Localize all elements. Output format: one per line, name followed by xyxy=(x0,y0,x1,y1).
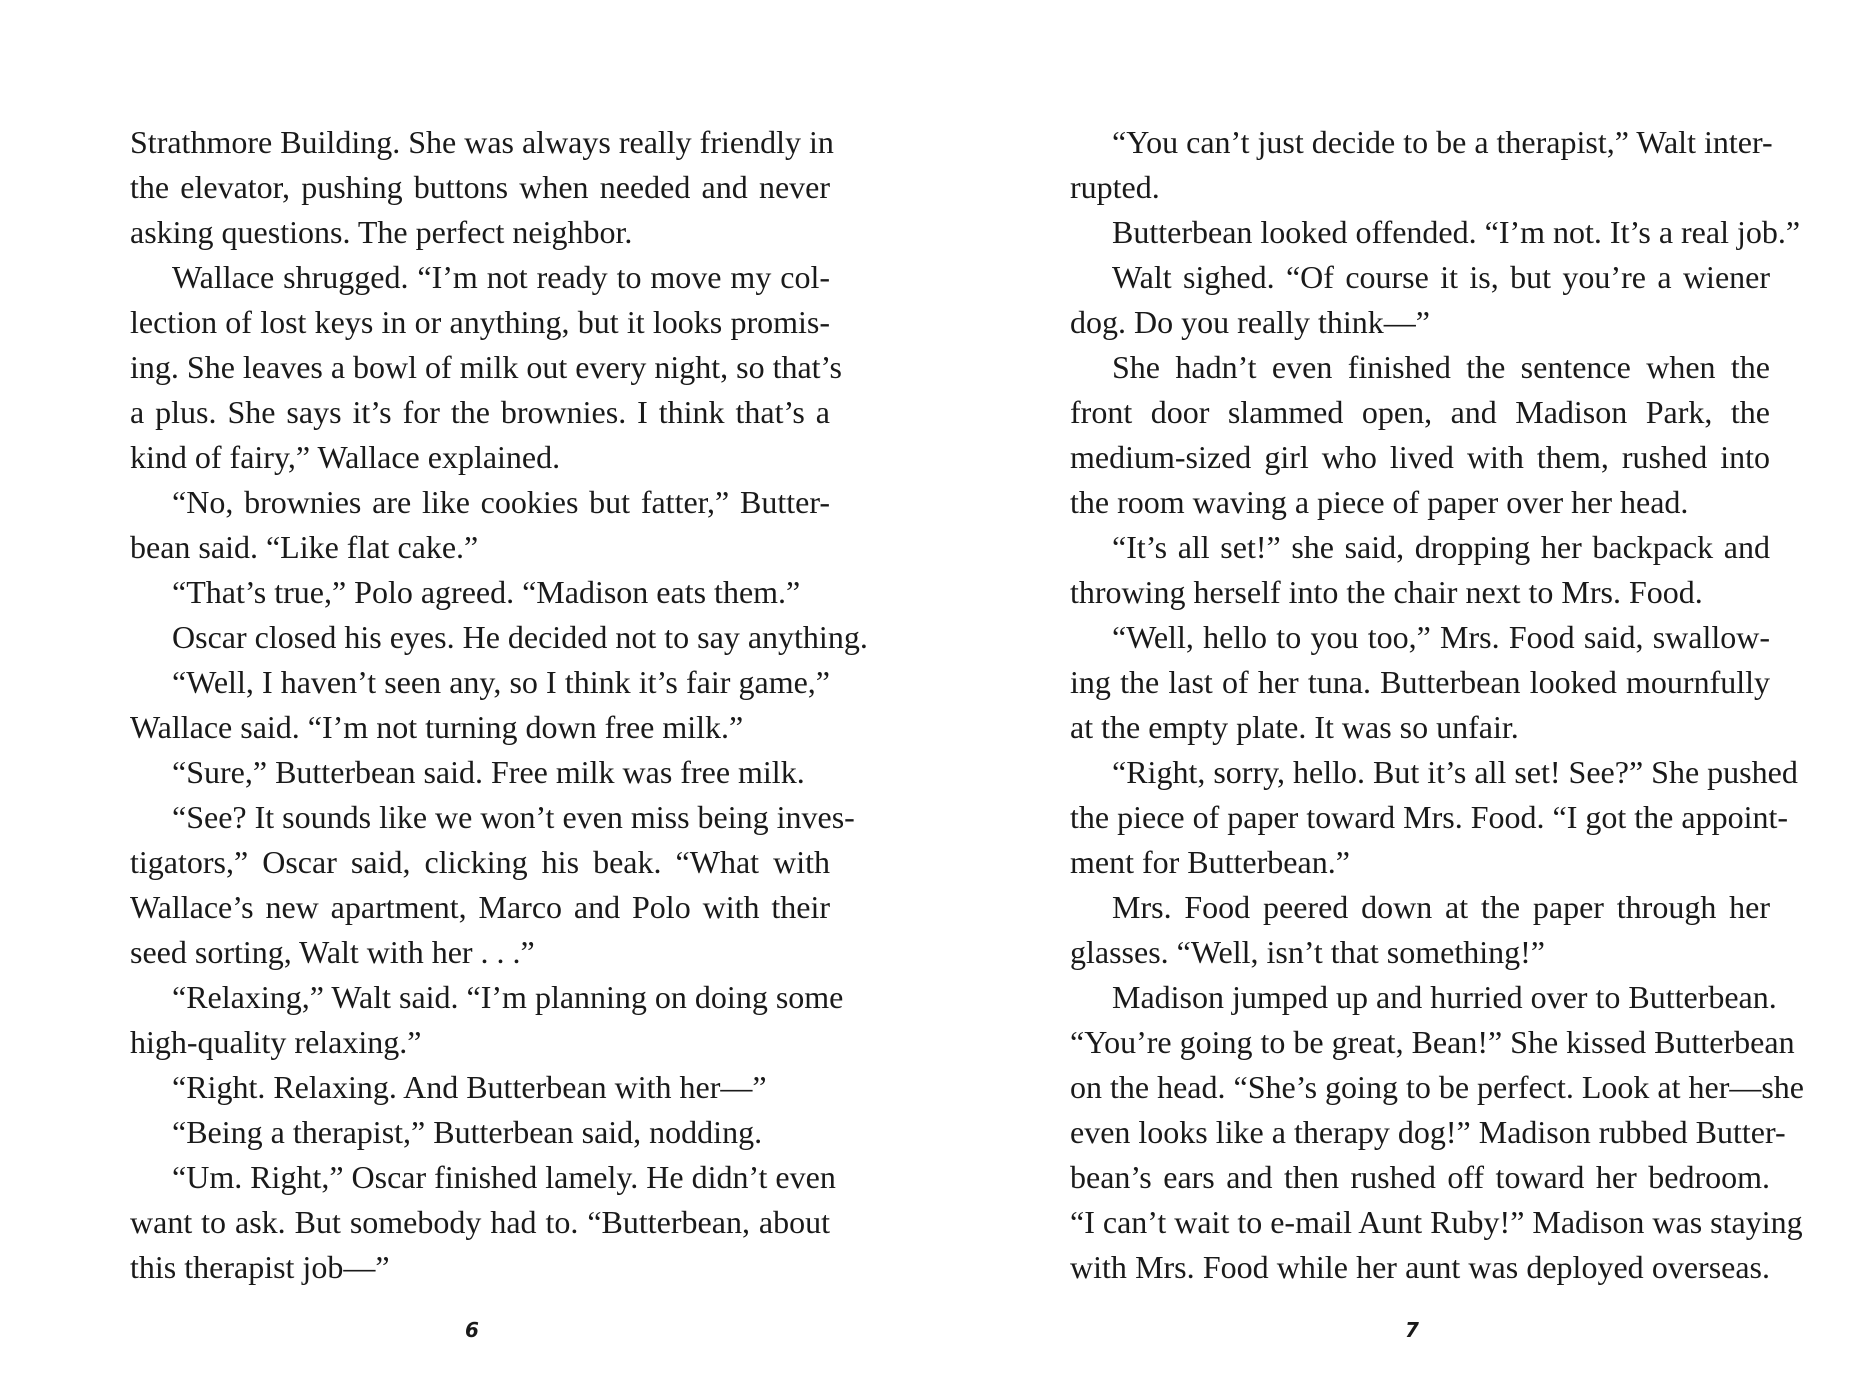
text-line: lection of lost keys in or anything, but it looks promis- xyxy=(130,304,830,340)
text-line: Mrs. Food peered down at the paper through her xyxy=(1112,889,1770,925)
text-line: bean’s ears and then rushed off toward her bedroom. xyxy=(1070,1159,1770,1195)
text-line: “Relaxing,” Walt said. “I’m planning on doing some xyxy=(172,979,844,1015)
text-line: on the head. “She’s going to be perfect. Look at her—she xyxy=(1070,1069,1804,1105)
text-line: Walt sighed. “Of course it is, but you’re a wiener xyxy=(1112,259,1770,295)
text-line: high-quality relaxing.” xyxy=(130,1024,422,1060)
page-number-right: 7 xyxy=(1405,1318,1419,1342)
text-line: Butterbean looked offended. “I’m not. It’s a real job.” xyxy=(1112,214,1801,250)
text-line: “I can’t wait to e-mail Aunt Ruby!” Madison was staying xyxy=(1070,1204,1803,1240)
text-line: glasses. “Well, isn’t that something!” xyxy=(1070,934,1545,970)
text-line: medium-sized girl who lived with them, rushed into xyxy=(1070,439,1770,475)
right-page-text xyxy=(1070,120,1804,1290)
text-line: Wallace shrugged. “I’m not ready to move my col- xyxy=(172,259,830,295)
text-line: “That’s true,” Polo agreed. “Madison eats them.” xyxy=(172,574,801,610)
text-line: front door slammed open, and Madison Park, the xyxy=(1070,394,1770,430)
text-line: asking questions. The perfect neighbor. xyxy=(130,214,633,250)
text-line: “You’re going to be great, Bean!” She kissed Butterbean xyxy=(1070,1024,1795,1060)
text-line: even looks like a therapy dog!” Madison rubbed Butter- xyxy=(1070,1114,1786,1150)
text-line: this therapist job—” xyxy=(130,1249,390,1285)
text-line: rupted. xyxy=(1070,169,1160,205)
text-line: She hadn’t even finished the sentence when the xyxy=(1112,349,1770,385)
text-line: Oscar closed his eyes. He decided not to say anything. xyxy=(172,619,868,655)
page-number-left: 6 xyxy=(465,1318,479,1342)
text-line: “Well, I haven’t seen any, so I think it’s fair game,” xyxy=(172,664,830,700)
text-line: with Mrs. Food while her aunt was deployed overseas. xyxy=(1070,1249,1770,1285)
text-line: ing the last of her tuna. Butterbean looked mournfully xyxy=(1070,664,1770,700)
text-line: at the empty plate. It was so unfair. xyxy=(1070,709,1519,745)
text-line: a plus. She says it’s for the brownies. I think that’s a xyxy=(130,394,830,430)
text-line: Madison jumped up and hurried over to Butterbean. xyxy=(1112,979,1777,1015)
text-line: seed sorting, Walt with her . . .” xyxy=(130,934,535,970)
text-line: the piece of paper toward Mrs. Food. “I got the appoint- xyxy=(1070,799,1789,835)
text-line: “Right. Relaxing. And Butterbean with her—” xyxy=(172,1069,767,1105)
text-line: “Being a therapist,” Butterbean said, nodding. xyxy=(172,1114,763,1150)
text-line: ment for Butterbean.” xyxy=(1070,844,1350,880)
text-line: Wallace said. “I’m not turning down free milk.” xyxy=(130,709,744,745)
text-line: dog. Do you really think—” xyxy=(1070,304,1430,340)
text-line: “Right, sorry, hello. But it’s all set! See?” She pushed xyxy=(1112,754,1798,790)
text-line: want to ask. But somebody had to. “Butterbean, about xyxy=(130,1204,830,1240)
text-line: bean said. “Like flat cake.” xyxy=(130,529,479,565)
text-line: throwing herself into the chair next to Mrs. Food. xyxy=(1070,574,1703,610)
text-line: ing. She leaves a bowl of milk out every night, so that’s xyxy=(130,349,842,385)
text-line: Wallace’s new apartment, Marco and Polo with their xyxy=(130,889,830,925)
text-line: “Sure,” Butterbean said. Free milk was free milk. xyxy=(172,754,805,790)
text-line: Strathmore Building. She was always really friendly in xyxy=(130,124,834,160)
text-line: the room waving a piece of paper over her head. xyxy=(1070,484,1689,520)
text-line: “Well, hello to you too,” Mrs. Food said, swallow- xyxy=(1112,619,1770,655)
text-line: kind of fairy,” Wallace explained. xyxy=(130,439,561,475)
text-line: the elevator, pushing buttons when needed and never xyxy=(130,169,830,205)
text-line: “See? It sounds like we won’t even miss being inves- xyxy=(172,799,855,835)
left-page-text xyxy=(130,120,868,1290)
text-line: “It’s all set!” she said, dropping her backpack and xyxy=(1112,529,1770,565)
text-line: tigators,” Oscar said, clicking his beak. “What with xyxy=(130,844,830,880)
text-line: “No, brownies are like cookies but fatter,” Butter- xyxy=(172,484,830,520)
text-line: “Um. Right,” Oscar finished lamely. He didn’t even xyxy=(172,1159,836,1195)
text-line: “You can’t just decide to be a therapist,” Walt inter- xyxy=(1112,124,1773,160)
